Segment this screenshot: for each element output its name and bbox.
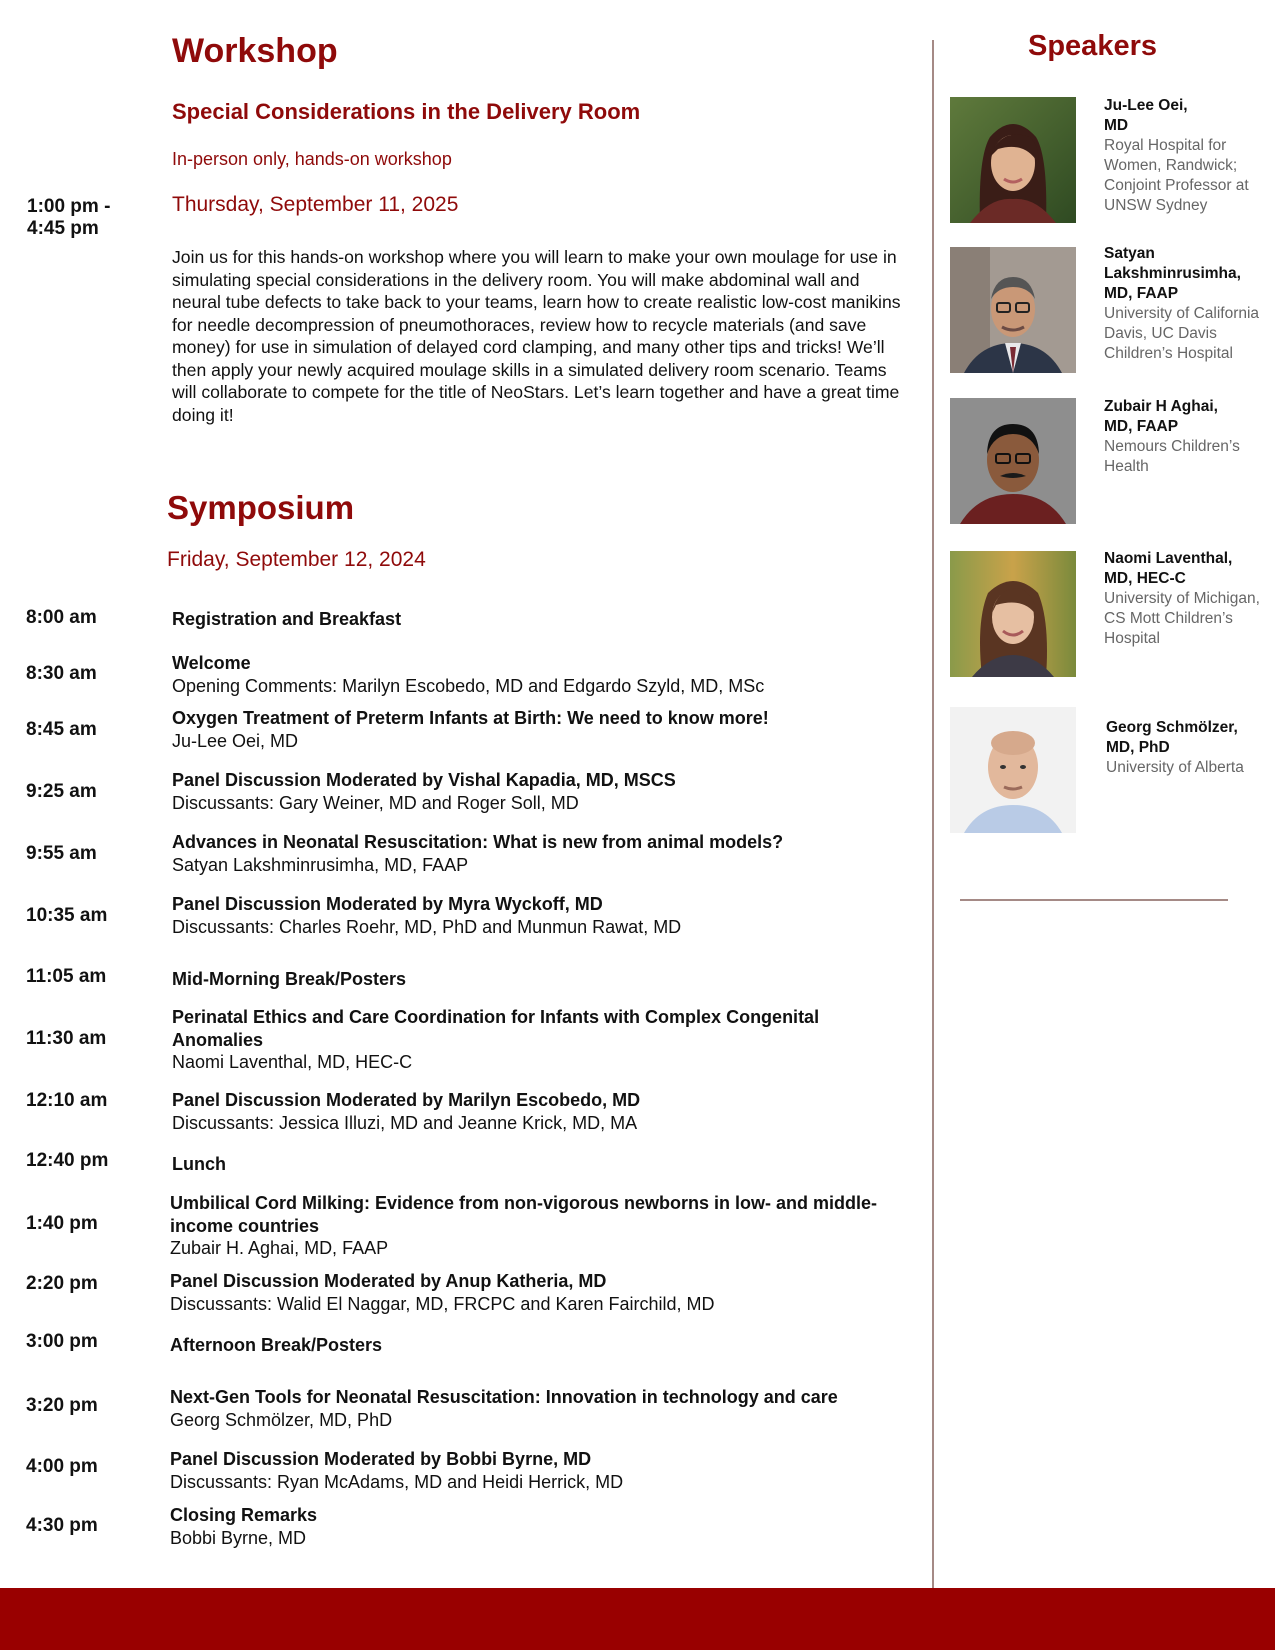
- session-time: 12:40 pm: [26, 1150, 109, 1171]
- workshop-title: Special Considerations in the Delivery Room: [172, 99, 641, 124]
- speaker-affiliation: University of Alberta: [1106, 759, 1244, 776]
- session: [172, 831, 902, 876]
- session: [172, 769, 902, 814]
- session-title: Oxygen Treatment of Preterm Infants at Birth: We need to know more!: [172, 708, 769, 728]
- session-title: Registration and Breakfast: [172, 609, 402, 629]
- session: [172, 707, 902, 752]
- workshop-format: In-person only, hands-on workshop: [172, 149, 452, 169]
- session-speaker: Bobbi Byrne, MD: [170, 1527, 307, 1548]
- session-title: Panel Discussion Moderated by Anup Katheria, MD: [170, 1271, 607, 1291]
- speaker-credentials: MD, FAAP: [1104, 285, 1179, 302]
- workshop-time-end: 4:45 pm: [27, 218, 99, 239]
- session-time: 9:55 am: [26, 843, 97, 864]
- speaker-credentials: MD, FAAP: [1104, 418, 1179, 435]
- workshop-description: Join us for this hands-on workshop where you will learn to make your own moulage for use in simulating special considerations in the delivery room. You will make abdominal wall and neural tube defects to take back to your teams, learn how to create realistic low-cost manikins for needle decompression of pneumothoraces, review how to recycle materials (and save money) for use in simulation of delayed cord clamping, and many other tips and tricks! We’ll then apply your newly acquired moulage skills in a simulated delivery room scenario. Teams will collaborate to compete for the title of NeoStars. Let’s learn together and have a great time doing it!: [172, 247, 901, 425]
- speaker-affiliation: Nemours Children’s Health: [1104, 438, 1240, 475]
- session-title: Panel Discussion Moderated by Marilyn Escobedo, MD: [172, 1090, 641, 1110]
- session-speaker: Ju-Lee Oei, MD: [172, 730, 299, 751]
- speaker-name: Ju-Lee Oei: [1104, 97, 1184, 114]
- session: [170, 1270, 900, 1315]
- speaker-card: [1104, 96, 1272, 216]
- session-time: 4:30 pm: [26, 1515, 98, 1536]
- speaker-photo: [950, 551, 1076, 677]
- session-title: Welcome: [172, 653, 251, 673]
- session: [172, 893, 902, 938]
- session-title: Umbilical Cord Milking: Evidence from non-vigorous newborns in low- and middle-income countries: [170, 1193, 878, 1236]
- session: [172, 968, 902, 991]
- session-time: 8:30 am: [26, 663, 97, 684]
- session-title: Closing Remarks: [170, 1505, 318, 1525]
- session-speaker: Satyan Lakshminrusimha, MD, FAAP: [172, 854, 469, 875]
- speaker-name-line: Georg Schmölzer,: [1106, 719, 1238, 736]
- speaker-name-line: Naomi Laventhal,: [1104, 550, 1233, 567]
- speaker-credentials: MD, PhD: [1106, 739, 1170, 756]
- session-time: 3:20 pm: [26, 1395, 98, 1416]
- session: [172, 1153, 902, 1176]
- symposium-heading: Symposium: [167, 489, 355, 526]
- session-time: 4:00 pm: [26, 1456, 98, 1477]
- session-speaker: Discussants: Jessica Illuzi, MD and Jeanne Krick, MD, MA: [172, 1112, 638, 1133]
- speaker-credentials: MD, HEC-C: [1104, 570, 1186, 587]
- session-speaker: Zubair H. Aghai, MD, FAAP: [170, 1238, 389, 1258]
- session: [170, 1192, 900, 1260]
- speaker-photo: [950, 398, 1076, 524]
- speaker-affiliation: University of Michigan, CS Mott Children’s Hospital: [1104, 590, 1260, 647]
- session: [170, 1334, 900, 1357]
- speaker-name: Georg Schmölzer: [1106, 719, 1234, 736]
- session-speaker: Discussants: Walid El Naggar, MD, FRCPC and Karen Fairchild, MD: [170, 1293, 715, 1314]
- session-speaker: Georg Schmölzer, MD, PhD: [170, 1409, 393, 1430]
- session: [170, 1504, 900, 1549]
- speaker-affiliation: Royal Hospital for Women, Randwick; Conjoint Professor at UNSW Sydney: [1104, 137, 1249, 214]
- session-title: Afternoon Break/Posters: [170, 1335, 383, 1355]
- session: [170, 1386, 900, 1431]
- speaker-photo: [950, 247, 1076, 373]
- session-speaker: Discussants: Gary Weiner, MD and Roger Soll, MD: [172, 792, 579, 813]
- session-speaker: Discussants: Ryan McAdams, MD and Heidi Herrick, MD: [170, 1471, 624, 1492]
- session-time: 11:30 am: [26, 1028, 107, 1049]
- session-time: 10:35 am: [26, 905, 108, 926]
- speakers-heading: Speakers: [1028, 30, 1157, 62]
- session-speaker: Discussants: Charles Roehr, MD, PhD and Munmun Rawat, MD: [172, 916, 682, 937]
- speaker-name-line: Ju-Lee Oei,: [1104, 97, 1188, 114]
- session-title: Panel Discussion Moderated by Myra Wyckoff, MD: [172, 894, 603, 914]
- workshop-time: [27, 196, 137, 240]
- session-time: 11:05 am: [26, 966, 107, 987]
- speaker-card: [1106, 718, 1274, 778]
- session-title: Mid-Morning Break/Posters: [172, 969, 407, 989]
- workshop-heading: Workshop: [172, 32, 338, 70]
- session-time: 9:25 am: [26, 781, 97, 802]
- speaker-card: [1104, 244, 1272, 364]
- speaker-name-line: Zubair H Aghai,: [1104, 398, 1218, 415]
- workshop-time-start: 1:00 pm -: [27, 196, 111, 217]
- speaker-name-line: Satyan Lakshminrusimha,: [1104, 245, 1241, 282]
- speaker-photo: [950, 97, 1076, 223]
- session: [172, 608, 902, 631]
- session-time: 8:00 am: [26, 607, 97, 628]
- session-time: 8:45 am: [26, 719, 97, 740]
- session-title: Panel Discussion Moderated by Vishal Kapadia, MD, MSCS: [172, 770, 676, 790]
- session-time: 12:10 am: [26, 1090, 108, 1111]
- session-title: Perinatal Ethics and Care Coordination for Infants with Complex Congenital Anomalies: [172, 1007, 820, 1050]
- session: [172, 1089, 902, 1134]
- session-title: Lunch: [172, 1154, 226, 1174]
- session-time: 1:40 pm: [26, 1213, 98, 1234]
- session: [172, 652, 902, 697]
- symposium-date: Friday, September 12, 2024: [167, 548, 426, 571]
- speaker-name: Zubair H Aghai: [1104, 398, 1214, 415]
- session-speaker: Naomi Laventhal, MD, HEC-C: [172, 1052, 413, 1072]
- speaker-name: Naomi Laventhal: [1104, 550, 1229, 567]
- speaker-card: [1104, 397, 1272, 477]
- session-title: Next-Gen Tools for Neonatal Resuscitation: Innovation in technology and care: [170, 1387, 838, 1407]
- speaker-card: [1104, 549, 1272, 649]
- session: [170, 1448, 900, 1493]
- speaker-name: Satyan Lakshminrusimha: [1104, 245, 1237, 282]
- session-time: 2:20 pm: [26, 1273, 98, 1294]
- session-speaker: Opening Comments: Marilyn Escobedo, MD and Edgardo Szyld, MD, MSc: [172, 675, 765, 696]
- speaker-affiliation: University of California Davis, UC Davis Children’s Hospital: [1104, 305, 1260, 362]
- session: [172, 1006, 902, 1074]
- speaker-photo: [950, 707, 1076, 833]
- session-title: Panel Discussion Moderated by Bobbi Byrne, MD: [170, 1449, 592, 1469]
- speakers-divider: [960, 899, 1228, 901]
- session-time: 3:00 pm: [26, 1331, 98, 1352]
- workshop-date: Thursday, September 11, 2025: [172, 193, 459, 216]
- speaker-credentials: MD: [1104, 117, 1129, 134]
- column-divider: [932, 40, 934, 1590]
- session-title: Advances in Neonatal Resuscitation: What is new from animal models?: [172, 832, 784, 852]
- footer-bar: [0, 1588, 1275, 1650]
